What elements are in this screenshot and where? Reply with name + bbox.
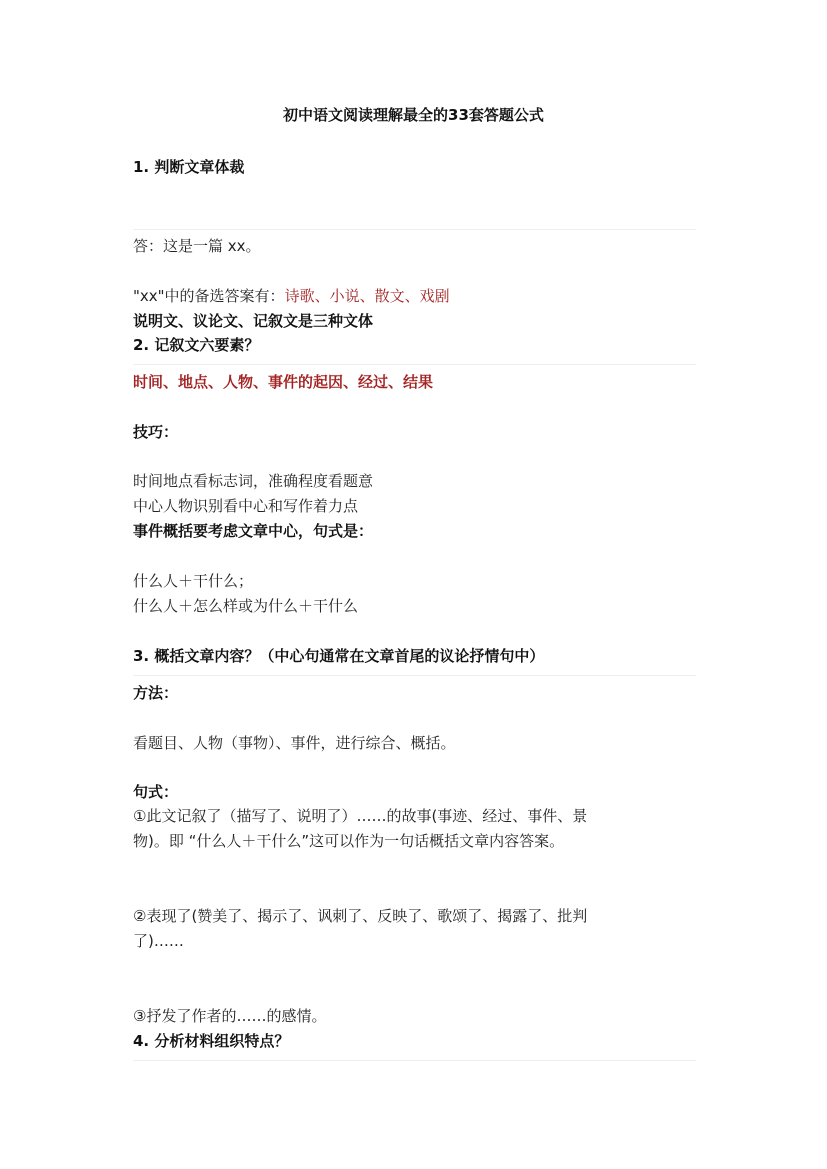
s1-options-prefix: "xx"中的备选答案有： [133,287,285,305]
s2-tip-3: 事件概括要考虑文章中心，句式是： [133,522,374,540]
s1-answer: 答：这是一篇 xx。 [133,237,261,255]
divider [133,364,696,365]
divider [133,229,696,230]
s1-options-line [133,286,450,306]
s3-pattern-2-line-2: 了)…… [133,932,184,950]
section-1-heading: 1. 判断文章体裁 [133,158,245,176]
section-4-heading: 4. 分析材料组织特点？ [133,1032,290,1050]
s3-method: 看题目、人物（事物）、事件，进行综合、概括。 [133,734,456,752]
s2-tip-2: 中心人物识别看中心和写作着力点 [133,497,359,515]
section-2-heading: 2. 记叙文六要素？ [133,336,260,354]
s2-elements: 时间、地点、人物、事件的起因、经过、结果 [133,373,434,391]
s1-note: 说明文、议论文、记叙文是三种文体 [133,312,374,330]
s3-pattern-2-line-1: ②表现了(赞美了、揭示了、讽刺了、反映了、歌颂了、揭露了、批判 [133,907,588,925]
section-3-heading: 3. 概括文章内容？（中心句通常在文章首尾的议论抒情句中） [133,647,545,665]
s3-pattern-3: ③抒发了作者的……的感情。 [133,1007,327,1025]
s2-pattern-1: 什么人＋干什么； [133,572,254,590]
s3-pattern-1-line-1: ①此文记叙了（描写了、说明了）……的故事(事迹、经过、事件、景 [133,807,588,825]
page-title: 初中语文阅读理解最全的33套答题公式 [283,106,544,124]
s2-tip-label: 技巧： [133,423,179,441]
s1-options: 诗歌、小说、散文、戏剧 [284,287,450,305]
s3-method-label: 方法： [133,684,179,702]
s3-pattern-1-line-2: 物)。即 “什么人＋干什么”这可以作为一句话概括文章内容答案。 [133,832,565,850]
s3-pattern-label: 句式： [133,783,179,801]
divider [133,1060,696,1061]
s2-pattern-2: 什么人＋怎么样或为什么＋干什么 [133,597,359,615]
s2-tip-1: 时间地点看标志词，准确程度看题意 [133,472,374,490]
divider [133,675,696,676]
